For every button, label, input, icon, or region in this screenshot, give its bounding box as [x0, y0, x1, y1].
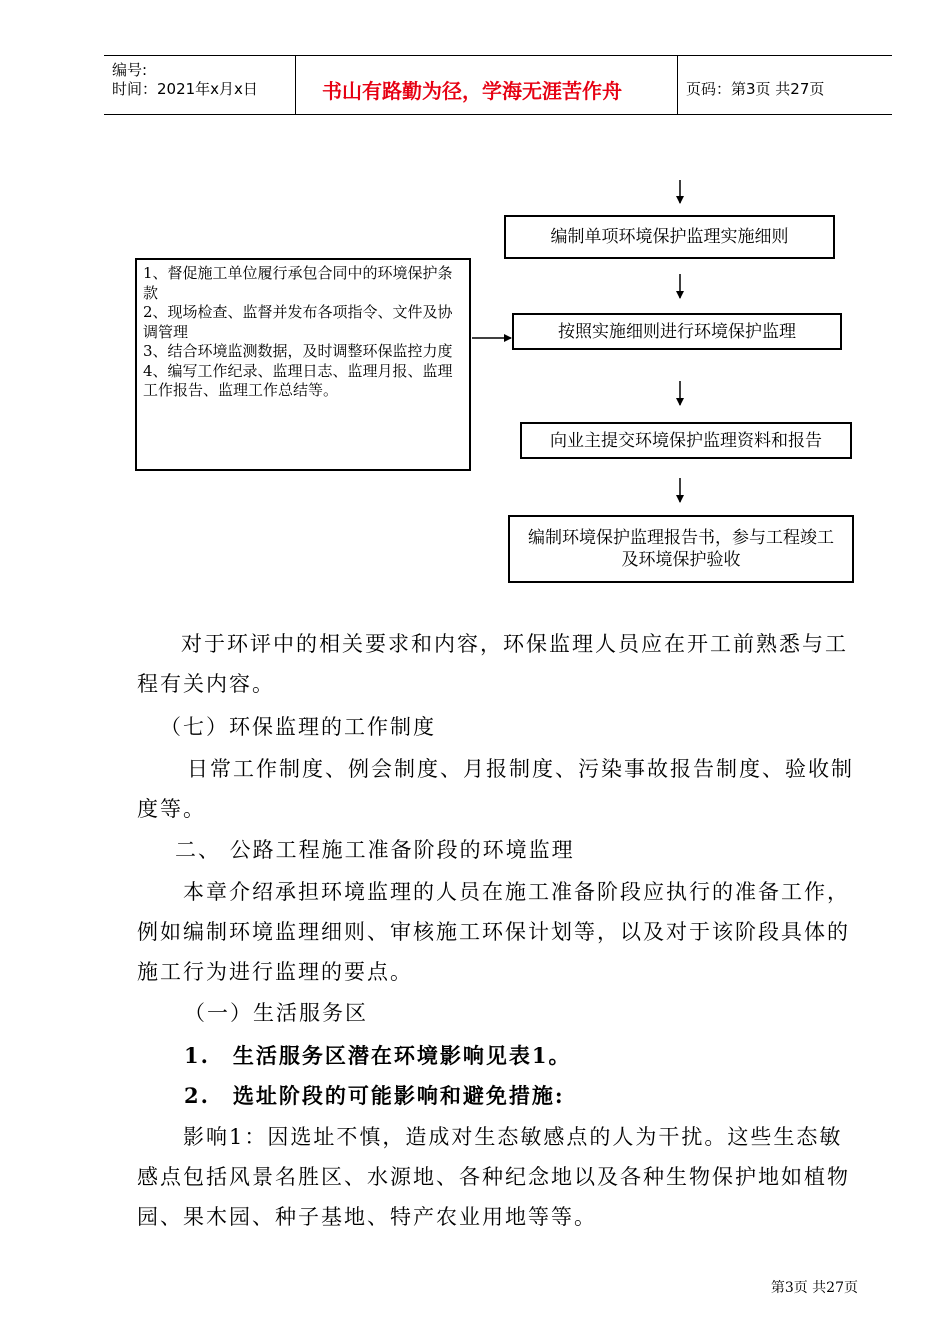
flow-step-4-text: 编制环境保护监理报告书，参与工程竣工及环境保护验收: [528, 528, 834, 570]
header-motto: 书山有路勤为径，学海无涯苦作舟: [322, 79, 622, 103]
flow-side-box: [135, 258, 471, 471]
flow-step-1: [504, 215, 835, 259]
side-box-line-1: 1、督促施工单位履行承包合同中的环境保护条款: [143, 264, 453, 302]
paragraph-env-assessment: 对于环评中的相关要求和内容，环保监理人员应在开工前熟悉与工程有关内容。: [137, 632, 848, 696]
item-2-heading: 2. 选址阶段的可能影响和避免措施:: [184, 1083, 565, 1108]
side-box-line-2: 2、现场检查、监督并发布各项指令、文件及协调管理: [143, 303, 453, 341]
flow-step-3-text: 向业主提交环境保护监理资料和报告: [550, 430, 822, 451]
paragraph-impact-1: 影响1：因选址不慎，造成对生态敏感点的人为干扰。这些生态敏感点包括风景名胜区、水源地、各种纪念地以及各种生物保护地如植物园、果木园、种子基地、特产农业用地等等。: [137, 1125, 850, 1229]
item-1-heading: 1. 生活服务区潜在环境影响见表1。: [184, 1043, 572, 1068]
footer-page-number: 第3页 共27页: [770, 1280, 858, 1296]
paragraph-work-system: 日常工作制度、例会制度、月报制度、污染事故报告制度、验收制度等。: [137, 757, 854, 821]
flow-step-4: [508, 515, 854, 583]
side-box-line-4: 4、编写工作纪录、监理日志、监理月报、监理工作报告、监理工作总结等。: [143, 361, 453, 399]
side-box-line-3: 3、结合环境监测数据，及时调整环保监控力度: [143, 342, 453, 360]
flow-step-2-text: 按照实施细则进行环境保护监理: [558, 321, 796, 342]
heading-work-system: （七）环保监理的工作制度: [160, 715, 436, 739]
header-page-label: 页码：第3页 共27页: [686, 80, 825, 98]
flow-step-2: [512, 313, 842, 350]
section-heading-two: 二、 公路工程施工准备阶段的环境监理: [175, 838, 575, 862]
subheading-living-service: （一）生活服务区: [184, 1001, 368, 1025]
flow-step-3: [520, 422, 852, 459]
document-number-label: 编号:: [112, 61, 148, 79]
document-time-label: 时间：2021年x月x日: [112, 80, 258, 98]
flow-step-1-text: 编制单项环境保护监理实施细则: [550, 227, 789, 247]
paragraph-chapter-intro: 本章介绍承担环境监理的人员在施工准备阶段应执行的准备工作，例如编制环境监理细则、审核施工环保计划等，以及对于该阶段具体的施工行为进行监理的要点。: [137, 880, 850, 984]
